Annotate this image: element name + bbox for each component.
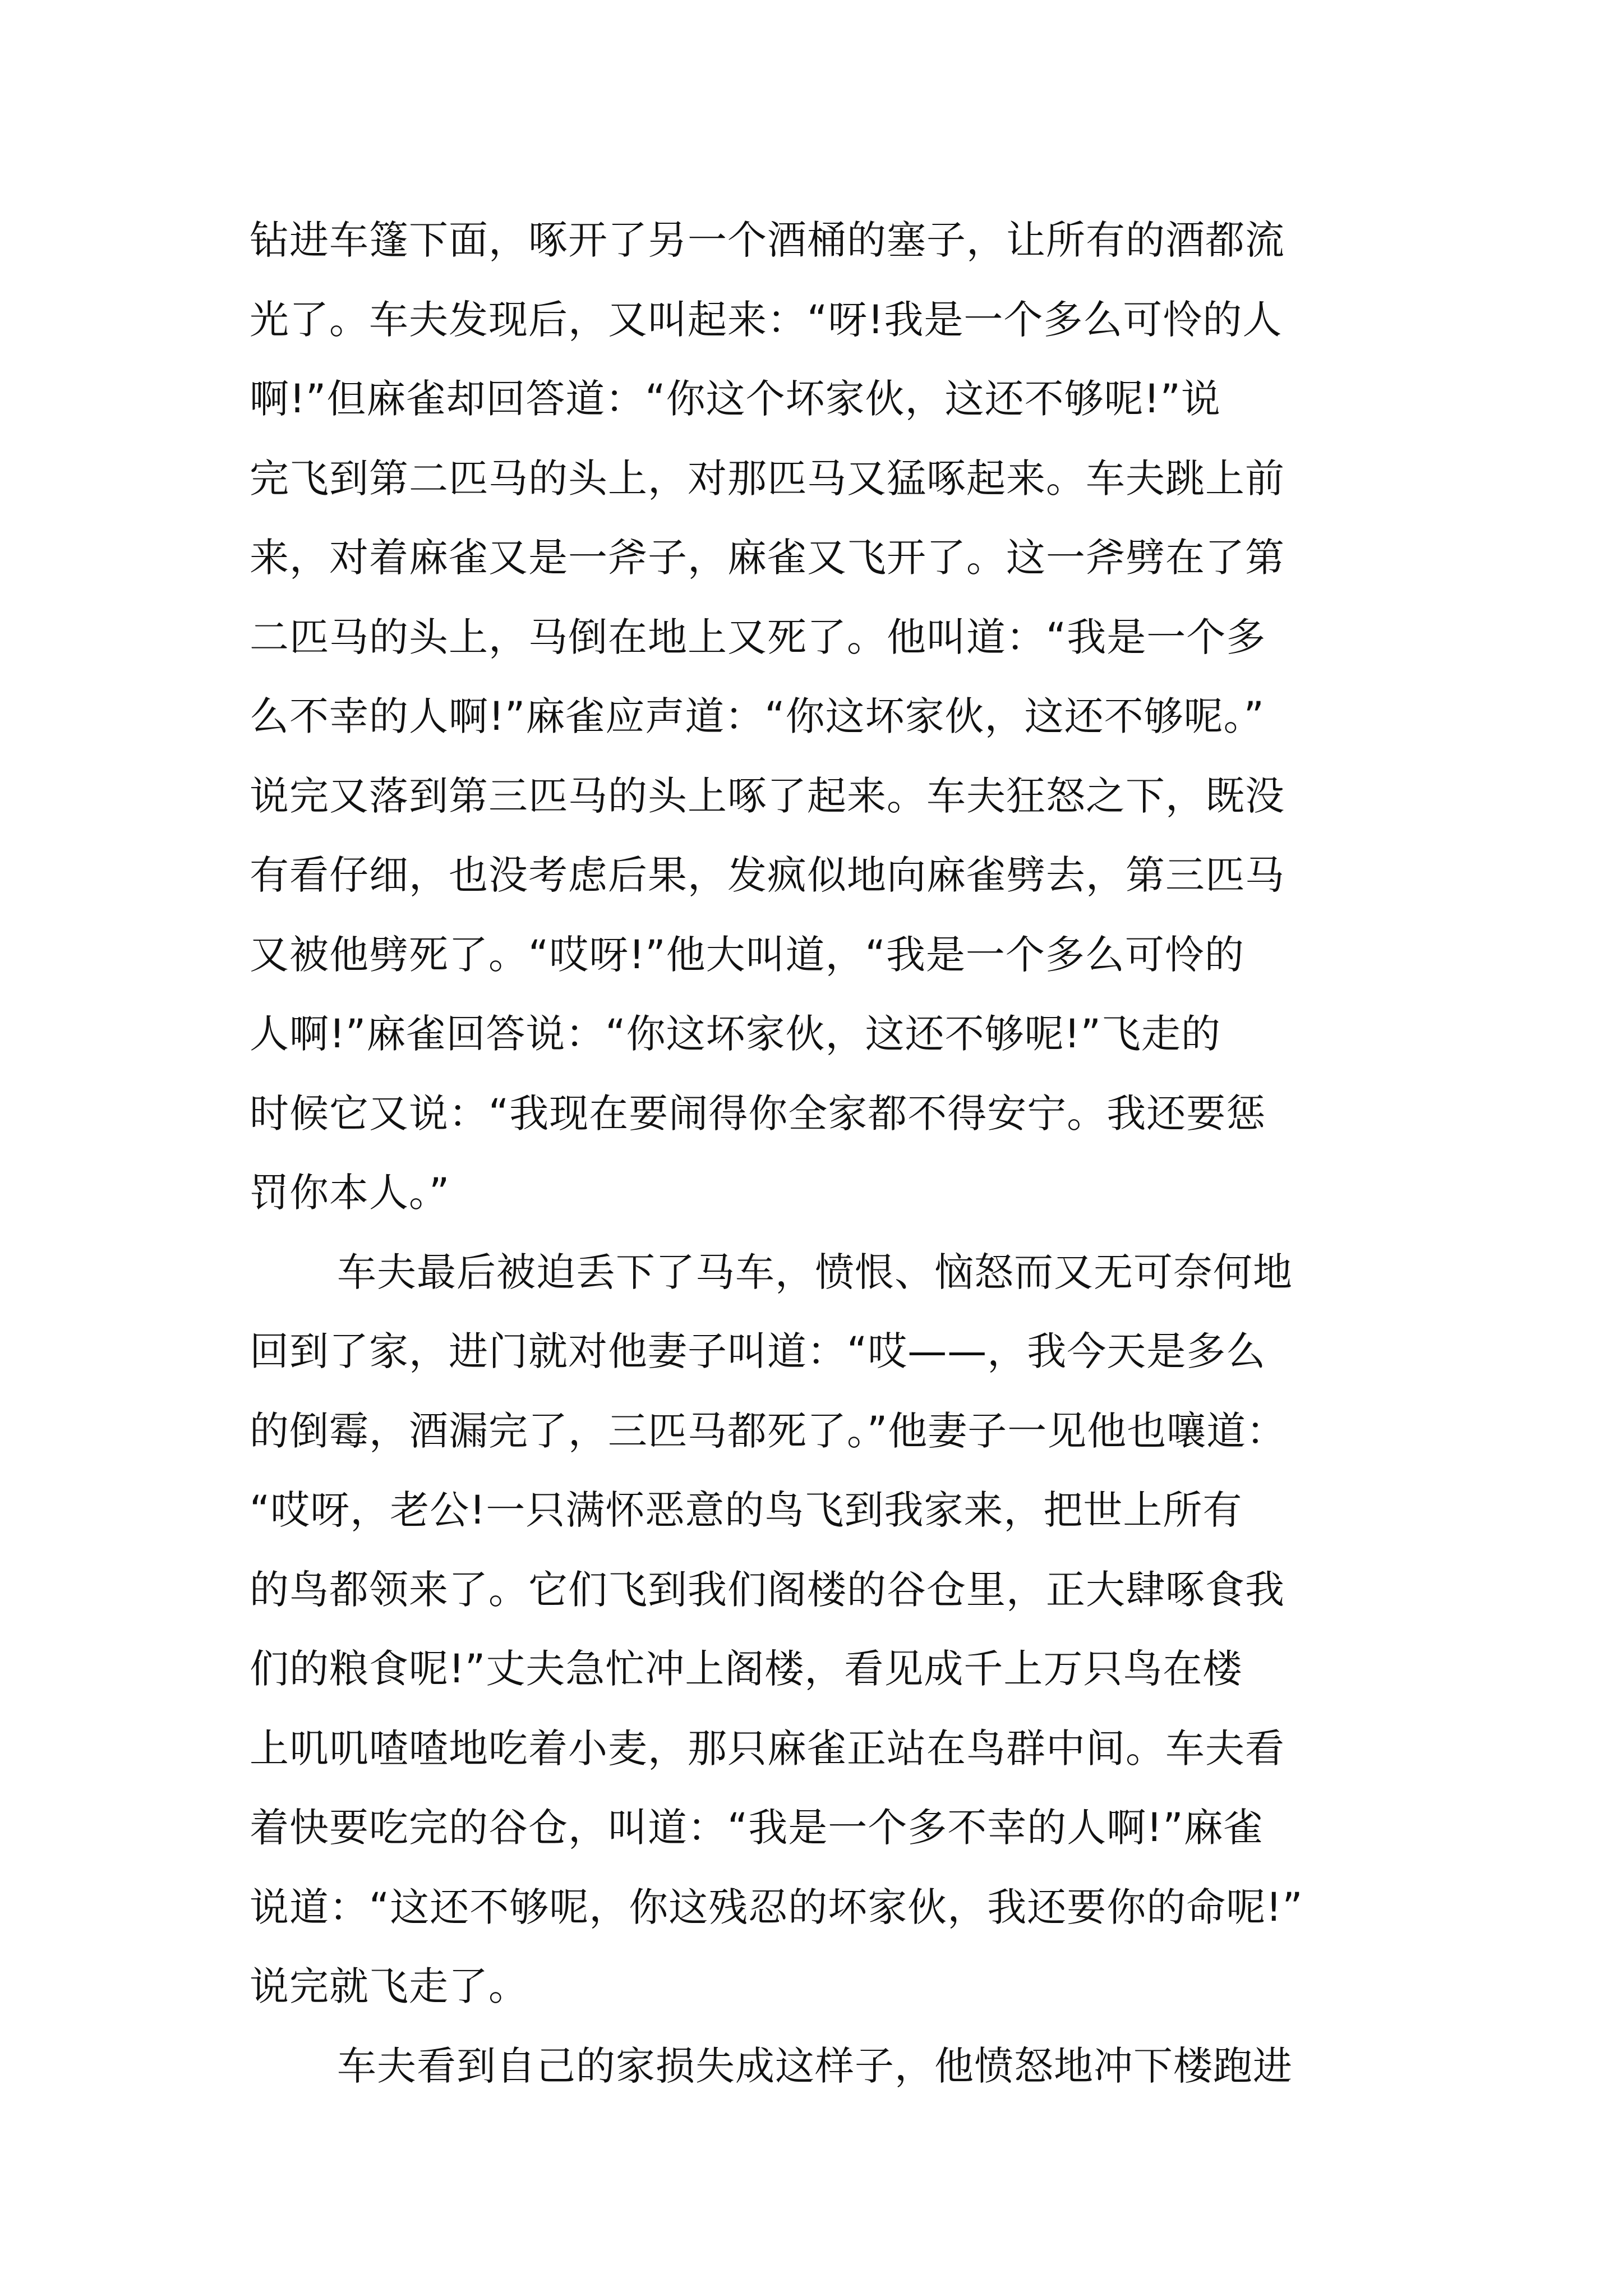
text-line: 的倒霉，酒漏完了，三匹马都死了。”他妻子一见他也嚷道： [250, 1407, 1287, 1454]
text-line: 光了。车夫发现后，又叫起来：“呀!我是一个多么可怜的人 [250, 296, 1283, 343]
story-text [250, 213, 1438, 2118]
text-line: 说完又落到第三匹马的头上啄了起来。车夫狂怒之下，既没 [250, 772, 1285, 819]
text-line: 说完就飞走了。 [250, 1963, 528, 2009]
text-line: “哎呀，老公!一只满怀恶意的鸟飞到我家来，把世上所有 [250, 1487, 1243, 1533]
text-line: 钻进车篷下面，啄开了另一个酒桶的塞子，让所有的酒都流 [250, 217, 1285, 263]
text-line: 回到了家，进门就对他妻子叫道：“哎——，我今天是多么 [250, 1328, 1266, 1374]
paragraph-start-line: 车夫最后被迫丢下了马车，愤恨、恼怒而又无可奈何地 [337, 1249, 1293, 1295]
text-line: 说道：“这还不够呢，你这残忍的坏家伙，我还要你的命呢!” [250, 1884, 1303, 1930]
text-line: 啊!”但麻雀却回答道：“你这个坏家伙，这还不够呢!”说 [250, 376, 1221, 422]
paragraph-start-line: 车夫看到自己的家损失成这样子，他愤怒地冲下楼跑进 [337, 2042, 1293, 2089]
text-line: 么不幸的人啊!”麻雀应声道：“你这坏家伙，这还不够呢。” [250, 693, 1265, 739]
text-line: 的鸟都领来了。它们飞到我们阁楼的谷仓里，正大肆啄食我 [250, 1566, 1285, 1613]
text-line: 罚你本人。” [250, 1170, 450, 1216]
text-line: 二匹马的头上，马倒在地上又死了。他叫道：“我是一个多 [250, 614, 1266, 660]
text-line: 有看仔细，也没考虑后果，发疯似地向麻雀劈去，第三匹马 [250, 852, 1285, 898]
text-line: 又被他劈死了。“哎呀!”他大叫道，“我是一个多么可怜的 [250, 931, 1244, 978]
text-line: 着快要吃完的谷仓，叫道：“我是一个多不幸的人啊!”麻雀 [250, 1805, 1264, 1851]
text-line: 完飞到第二匹马的头上，对那匹马又猛啄起来。车夫跳上前 [250, 455, 1285, 501]
text-line: 时候它又说：“我现在要闹得你全家都不得安宁。我还要惩 [250, 1090, 1266, 1137]
text-line: 人啊!”麻雀回答说：“你这坏家伙，这还不够呢!”飞走的 [250, 1011, 1221, 1057]
text-line: 来，对着麻雀又是一斧子，麻雀又飞开了。这一斧劈在了第 [250, 535, 1285, 581]
text-line: 上叽叽喳喳地吃着小麦，那只麻雀正站在鸟群中间。车夫看 [250, 1725, 1285, 1772]
text-line: 们的粮食呢!”丈夫急忙冲上阁楼，看见成千上万只鸟在楼 [250, 1646, 1243, 1692]
